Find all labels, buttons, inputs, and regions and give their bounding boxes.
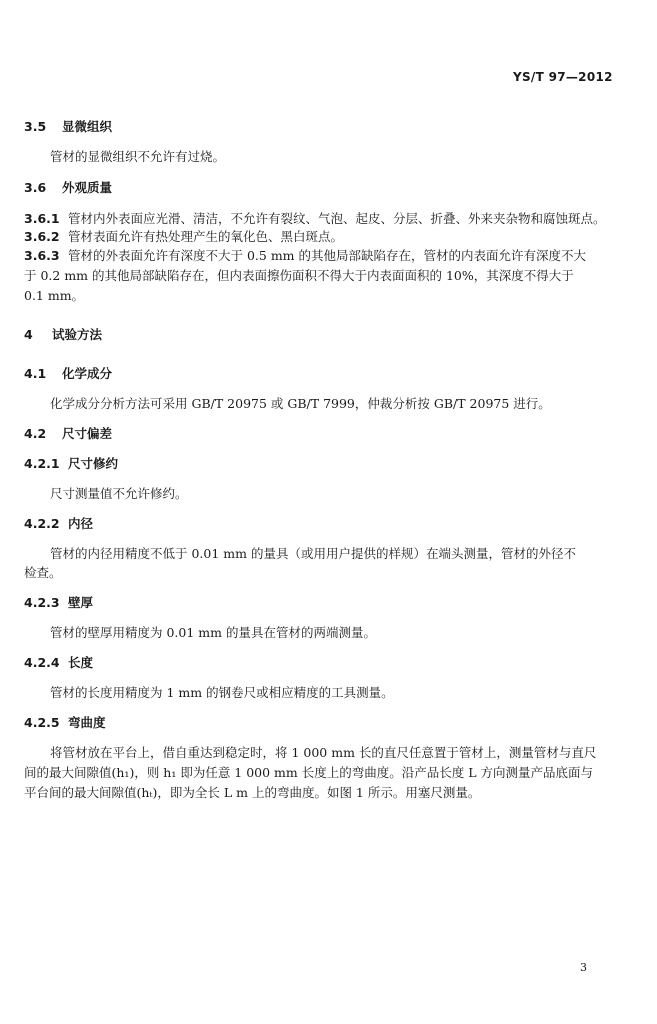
page-number: 3 — [580, 961, 587, 974]
section-number: 4.2.5 — [24, 715, 60, 730]
section-4-1-body: 化学成分分析方法可采用 GB/T 20975 或 GB/T 7999，仲裁分析按 GB/T 20975 进行。 — [50, 396, 551, 411]
section-3-6-heading — [24, 178, 112, 196]
section-4-2-5-body-line-2: 间的最大间隙值(h₁)，则 h₁ 即为任意 1 000 mm 长度上的弯曲度。沿产品长度 L 方向测量产品底面与 — [24, 765, 593, 780]
section-title: 尺寸偏差 — [62, 426, 113, 441]
section-title: 内径 — [68, 516, 94, 531]
section-3-5-body: 管材的显微组织不允许有过烧。 — [50, 149, 226, 164]
section-number: 4.2.1 — [24, 456, 60, 471]
clause-text: 管材表面允许有热处理产生的氧化色、黑白斑点。 — [68, 229, 344, 244]
section-4-2-5-heading — [24, 713, 106, 731]
section-4-2-5-body-line-3: 平台间的最大间隙值(hₜ)，即为全长 L m 上的弯曲度。如图 1 所示。用塞尺测量。 — [24, 785, 481, 800]
clause-3-6-2 — [24, 227, 343, 245]
chapter-number: 4 — [24, 327, 33, 342]
clause-text: 管材内外表面应光滑、清洁，不允许有裂纹、气泡、起皮、分层、折叠、外来夹杂物和腐蚀斑点。 — [68, 211, 606, 226]
section-4-2-3-heading — [24, 593, 93, 611]
section-4-1-heading — [24, 364, 112, 382]
section-title: 显微组织 — [62, 119, 113, 134]
clause-number: 3.6.2 — [24, 229, 60, 244]
section-4-2-2-heading — [24, 514, 93, 532]
section-title: 长度 — [68, 655, 94, 670]
section-4-2-2-body-line-1: 管材的内径用精度不低于 0.01 mm 的量具（或用用户提供的样规）在端头测量，管材的外径不 — [50, 546, 576, 561]
clause-3-6-3-line-2: 于 0.2 mm 的其他局部缺陷存在，但内表面擦伤面积不得大于内表面面积的 10%，其深度不得大于 — [24, 268, 574, 283]
section-4-2-1-heading — [24, 454, 118, 472]
section-title: 壁厚 — [68, 595, 94, 610]
section-title: 弯曲度 — [68, 715, 106, 730]
section-4-2-2-body-line-2: 检查。 — [24, 565, 62, 580]
section-4-2-5-body-line-1: 将管材放在平台上，借自重达到稳定时，将 1 000 mm 长的直尺任意置于管材上，测量管材与直尺 — [50, 745, 597, 760]
section-number: 4.1 — [24, 366, 47, 381]
chapter-4-heading — [24, 325, 102, 343]
section-number: 4.2 — [24, 426, 47, 441]
section-number: 4.2.4 — [24, 655, 60, 670]
section-number: 3.6 — [24, 180, 47, 195]
chapter-title: 试验方法 — [52, 327, 103, 342]
section-4-2-heading — [24, 424, 112, 442]
clause-3-6-1 — [24, 209, 606, 227]
section-4-2-3-body: 管材的壁厚用精度为 0.01 mm 的量具在管材的两端测量。 — [50, 625, 376, 640]
section-4-2-4-body: 管材的长度用精度为 1 mm 的钢卷尺或相应精度的工具测量。 — [50, 685, 394, 700]
section-3-5-heading — [24, 117, 112, 135]
section-title: 外观质量 — [62, 180, 113, 195]
section-number: 3.5 — [24, 119, 47, 134]
section-4-2-4-heading — [24, 653, 93, 671]
section-4-2-1-body: 尺寸测量值不允许修约。 — [50, 486, 188, 501]
clause-3-6-3-line-3: 0.1 mm。 — [24, 288, 85, 303]
section-number: 4.2.2 — [24, 516, 60, 531]
section-title: 尺寸修约 — [68, 456, 119, 471]
clause-text: 管材的外表面允许有深度不大于 0.5 mm 的其他局部缺陷存在，管材的内表面允许有深度不大 — [68, 248, 587, 263]
clause-number: 3.6.3 — [24, 248, 60, 263]
clause-3-6-3-line-1 — [24, 246, 586, 264]
section-number: 4.2.3 — [24, 595, 60, 610]
clause-number: 3.6.1 — [24, 211, 60, 226]
standard-number: YS/T 97—2012 — [513, 70, 613, 84]
section-title: 化学成分 — [62, 366, 113, 381]
